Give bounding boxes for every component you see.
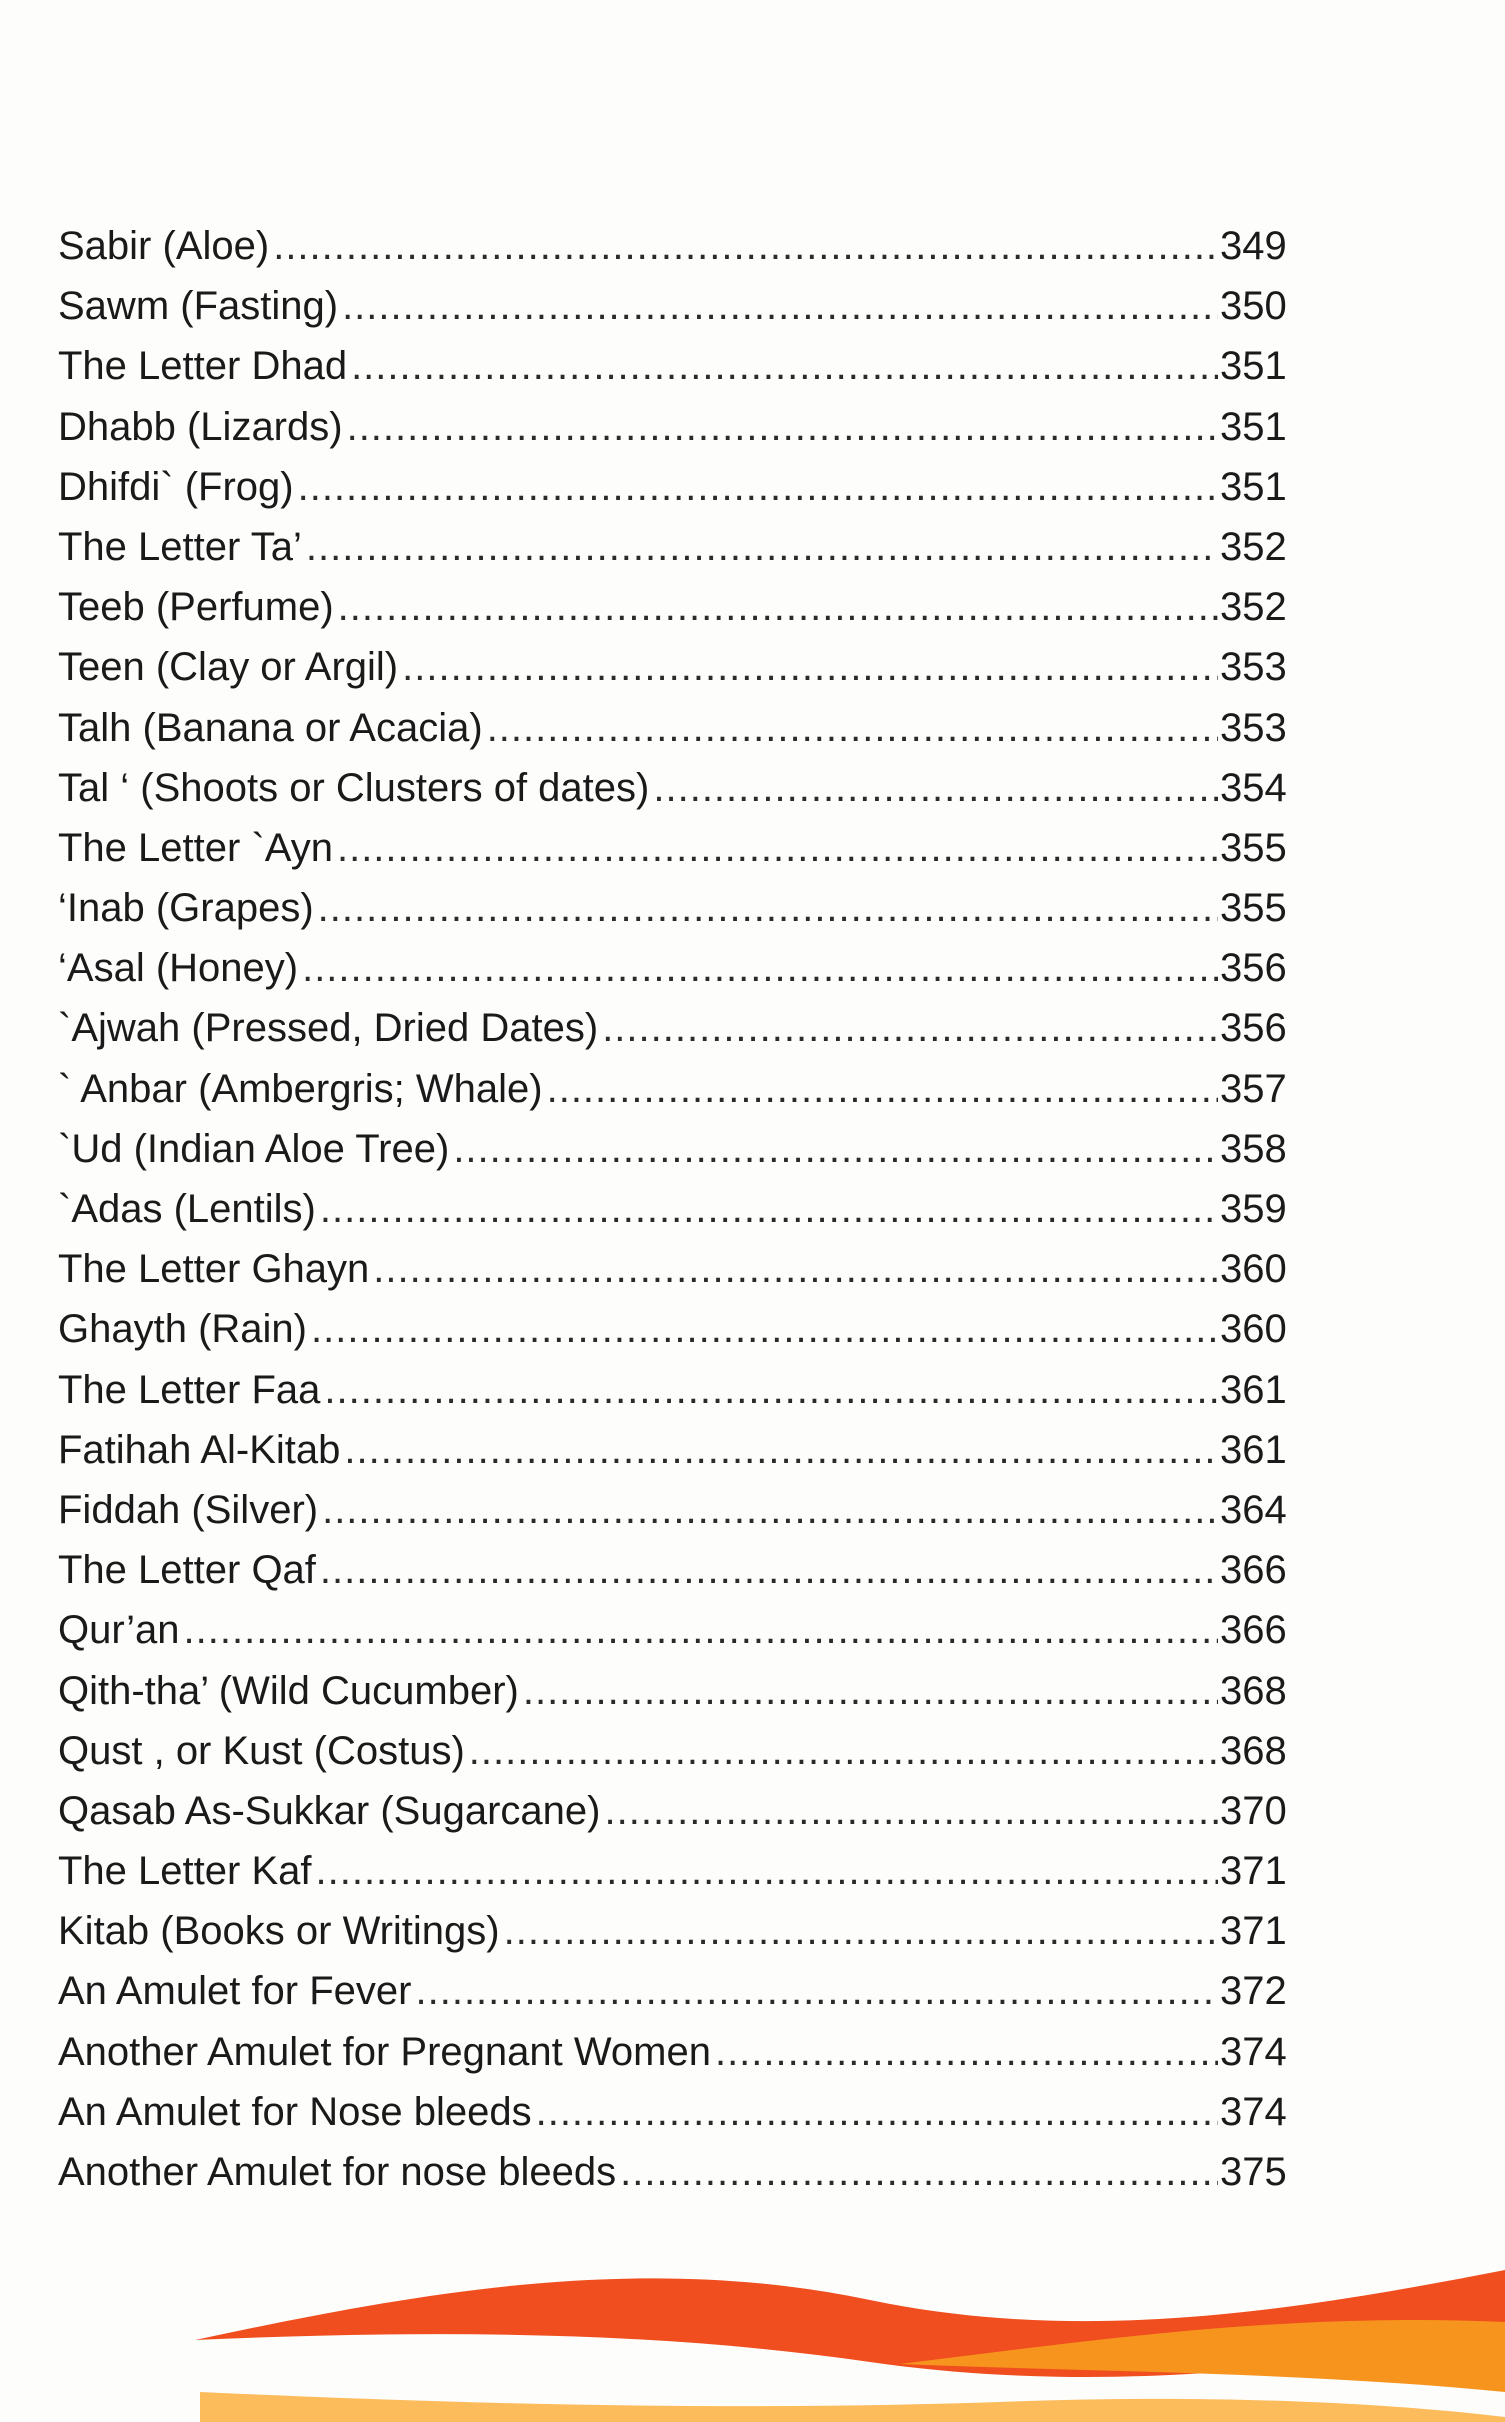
- dot-leader: [318, 886, 1218, 931]
- dot-leader: [523, 1669, 1218, 1714]
- dot-leader: [342, 284, 1218, 329]
- toc-entry[interactable]: [58, 2150, 1292, 2210]
- toc-entry-title: Fiddah (Silver): [58, 1487, 319, 1532]
- toc-entry-page-number: 371: [1220, 1849, 1287, 1894]
- toc-entry-page-number: 352: [1220, 585, 1287, 630]
- orange-swoosh-icon: [0, 2252, 1505, 2422]
- toc-entry-page-number: 353: [1220, 705, 1287, 750]
- dot-leader: [320, 1187, 1218, 1232]
- dot-leader: [344, 1428, 1218, 1473]
- dot-leader: [653, 766, 1218, 811]
- dot-leader: [504, 1909, 1218, 1954]
- toc-entry-page-number: 355: [1220, 886, 1287, 931]
- toc-entry-title: The Letter Faa: [58, 1367, 321, 1412]
- dot-leader: [487, 706, 1218, 751]
- dot-leader: [620, 2150, 1218, 2195]
- toc-entry-page-number: 374: [1220, 2089, 1287, 2134]
- dot-leader: [604, 1789, 1218, 1834]
- toc-entry[interactable]: [58, 1909, 1292, 1969]
- dot-leader: [453, 1127, 1218, 1172]
- toc-entry[interactable]: [58, 766, 1292, 826]
- toc-entry[interactable]: [58, 1548, 1292, 1608]
- toc-entry[interactable]: [58, 1969, 1292, 2029]
- toc-entry-page-number: 356: [1220, 946, 1287, 991]
- dot-leader: [273, 224, 1218, 269]
- toc-entry-title: Qith-tha’ (Wild Cucumber): [58, 1668, 519, 1713]
- toc-entry-page-number: 352: [1220, 524, 1287, 569]
- toc-entry-title: The Letter Ta’: [58, 524, 302, 569]
- toc-entry[interactable]: [58, 1789, 1292, 1849]
- toc-entry[interactable]: [58, 1669, 1292, 1729]
- toc-entry-page-number: 361: [1220, 1367, 1287, 1412]
- toc-entry-title: Sawm (Fasting): [58, 284, 339, 329]
- toc-entry[interactable]: [58, 886, 1292, 946]
- dot-leader: [306, 525, 1218, 570]
- dot-leader: [402, 645, 1218, 690]
- toc-entry-page-number: 351: [1220, 344, 1287, 389]
- toc-entry-title: Tal ‘ (Shoots or Clusters of dates): [58, 765, 650, 810]
- toc-entry-page-number: 351: [1220, 404, 1287, 449]
- dot-leader: [469, 1729, 1218, 1774]
- toc-entry[interactable]: [58, 826, 1292, 886]
- toc-entry-title: Qasab As-Sukkar (Sugarcane): [58, 1788, 601, 1833]
- toc-entry[interactable]: [58, 525, 1292, 585]
- dot-leader: [373, 1247, 1218, 1292]
- toc-entry-page-number: 368: [1220, 1668, 1287, 1713]
- toc-entry-title: An Amulet for Nose bleeds: [58, 2089, 532, 2134]
- toc-entry-title: The Letter Qaf: [58, 1548, 316, 1593]
- dot-leader: [347, 405, 1218, 450]
- toc-entry-page-number: 349: [1220, 224, 1287, 268]
- toc-entry-title: The Letter `Ayn: [58, 825, 333, 870]
- toc-entry-page-number: 357: [1220, 1066, 1287, 1111]
- toc-entry-title: The Letter Dhad: [58, 344, 348, 389]
- toc-entry-page-number: 368: [1220, 1728, 1287, 1773]
- toc-entry-title: ` Anbar (Ambergris; Whale): [58, 1066, 543, 1111]
- toc-entry-page-number: 364: [1220, 1487, 1287, 1532]
- toc-entry[interactable]: [58, 1368, 1292, 1428]
- toc-entry-page-number: 356: [1220, 1006, 1287, 1051]
- toc-entry-page-number: 350: [1220, 284, 1287, 329]
- toc-entry-page-number: 361: [1220, 1427, 1287, 1472]
- toc-entry[interactable]: [58, 284, 1292, 344]
- toc-entry-title: Teeb (Perfume): [58, 585, 334, 630]
- toc-entry-title: `Ud (Indian Aloe Tree): [58, 1126, 450, 1171]
- toc-entry-title: `Adas (Lentils): [58, 1187, 316, 1231]
- toc-entry-title: Qur’an: [58, 1608, 180, 1653]
- toc-entry-page-number: 358: [1220, 1126, 1287, 1171]
- dot-leader: [324, 1368, 1218, 1413]
- dot-leader: [320, 1548, 1218, 1593]
- toc-entry-title: Another Amulet for nose bleeds: [58, 2150, 617, 2194]
- toc-entry-title: Qust , or Kust (Costus): [58, 1728, 465, 1773]
- dot-leader: [415, 1969, 1218, 2014]
- dot-leader: [184, 1608, 1218, 1653]
- toc-entry[interactable]: [58, 2090, 1292, 2150]
- toc-entry-title: ‘Asal (Honey): [58, 946, 299, 991]
- toc-entry-title: Dhifdi` (Frog): [58, 464, 294, 509]
- toc-entry-title: Teen (Clay or Argil): [58, 645, 399, 690]
- toc-entry-title: Dhabb (Lizards): [58, 404, 343, 449]
- toc-entry-page-number: 374: [1220, 2029, 1287, 2074]
- toc-entry-title: `Ajwah (Pressed, Dried Dates): [58, 1006, 599, 1051]
- toc-entry-page-number: 351: [1220, 464, 1287, 509]
- toc-entry[interactable]: [58, 585, 1292, 645]
- toc-entry[interactable]: [58, 1187, 1292, 1247]
- toc-entry[interactable]: [58, 1428, 1292, 1488]
- toc-entry-title: The Letter Kaf: [58, 1849, 312, 1894]
- dot-leader: [351, 344, 1218, 389]
- toc-entry-title: Another Amulet for Pregnant Women: [58, 2029, 711, 2074]
- table-of-contents: [58, 224, 1292, 2210]
- dot-leader: [311, 1307, 1218, 1352]
- dot-leader: [315, 1849, 1218, 1894]
- toc-entry-page-number: 360: [1220, 1247, 1287, 1292]
- toc-entry-title: Ghayth (Rain): [58, 1307, 307, 1352]
- toc-entry[interactable]: [58, 1849, 1292, 1909]
- toc-entry[interactable]: [58, 706, 1292, 766]
- dot-leader: [337, 826, 1218, 871]
- toc-entry-page-number: 366: [1220, 1548, 1287, 1593]
- dot-leader: [298, 465, 1218, 510]
- toc-entry[interactable]: [58, 1247, 1292, 1307]
- toc-entry-page-number: 370: [1220, 1788, 1287, 1833]
- toc-entry-title: Kitab (Books or Writings): [58, 1909, 500, 1954]
- toc-entry[interactable]: [58, 465, 1292, 525]
- toc-entry[interactable]: [58, 344, 1292, 404]
- toc-entry-page-number: 359: [1220, 1187, 1287, 1231]
- toc-entry[interactable]: [58, 1067, 1292, 1127]
- toc-entry[interactable]: [58, 1488, 1292, 1548]
- toc-entry[interactable]: [58, 946, 1292, 1006]
- toc-entry-page-number: 353: [1220, 645, 1287, 690]
- dot-leader: [536, 2090, 1218, 2135]
- toc-entry-title: An Amulet for Fever: [58, 1969, 412, 2014]
- toc-entry[interactable]: [58, 1307, 1292, 1367]
- dot-leader: [302, 946, 1218, 991]
- dot-leader: [338, 585, 1218, 630]
- toc-entry-page-number: 355: [1220, 825, 1287, 870]
- toc-entry-page-number: 371: [1220, 1909, 1287, 1954]
- toc-entry[interactable]: [58, 645, 1292, 705]
- toc-entry[interactable]: [58, 224, 1292, 284]
- dot-leader: [715, 2030, 1218, 2075]
- toc-entry-page-number: 360: [1220, 1307, 1287, 1352]
- toc-entry-page-number: 366: [1220, 1608, 1287, 1653]
- toc-entry[interactable]: [58, 1127, 1292, 1187]
- dot-leader: [602, 1006, 1218, 1051]
- toc-entry[interactable]: [58, 1006, 1292, 1066]
- toc-entry[interactable]: [58, 2030, 1292, 2090]
- toc-entry-title: Sabir (Aloe): [58, 224, 270, 268]
- dot-leader: [322, 1488, 1218, 1533]
- toc-entry-page-number: 354: [1220, 765, 1287, 810]
- toc-entry-page-number: 372: [1220, 1969, 1287, 2014]
- toc-entry-title: Fatihah Al-Kitab: [58, 1427, 341, 1472]
- toc-entry[interactable]: [58, 405, 1292, 465]
- toc-entry-page-number: 375: [1220, 2150, 1287, 2194]
- toc-entry-title: The Letter Ghayn: [58, 1247, 370, 1292]
- toc-entry-title: ‘Inab (Grapes): [58, 886, 314, 931]
- toc-entry-title: Talh (Banana or Acacia): [58, 705, 483, 750]
- toc-entry[interactable]: [58, 1729, 1292, 1789]
- dot-leader: [547, 1067, 1218, 1112]
- toc-entry[interactable]: [58, 1608, 1292, 1668]
